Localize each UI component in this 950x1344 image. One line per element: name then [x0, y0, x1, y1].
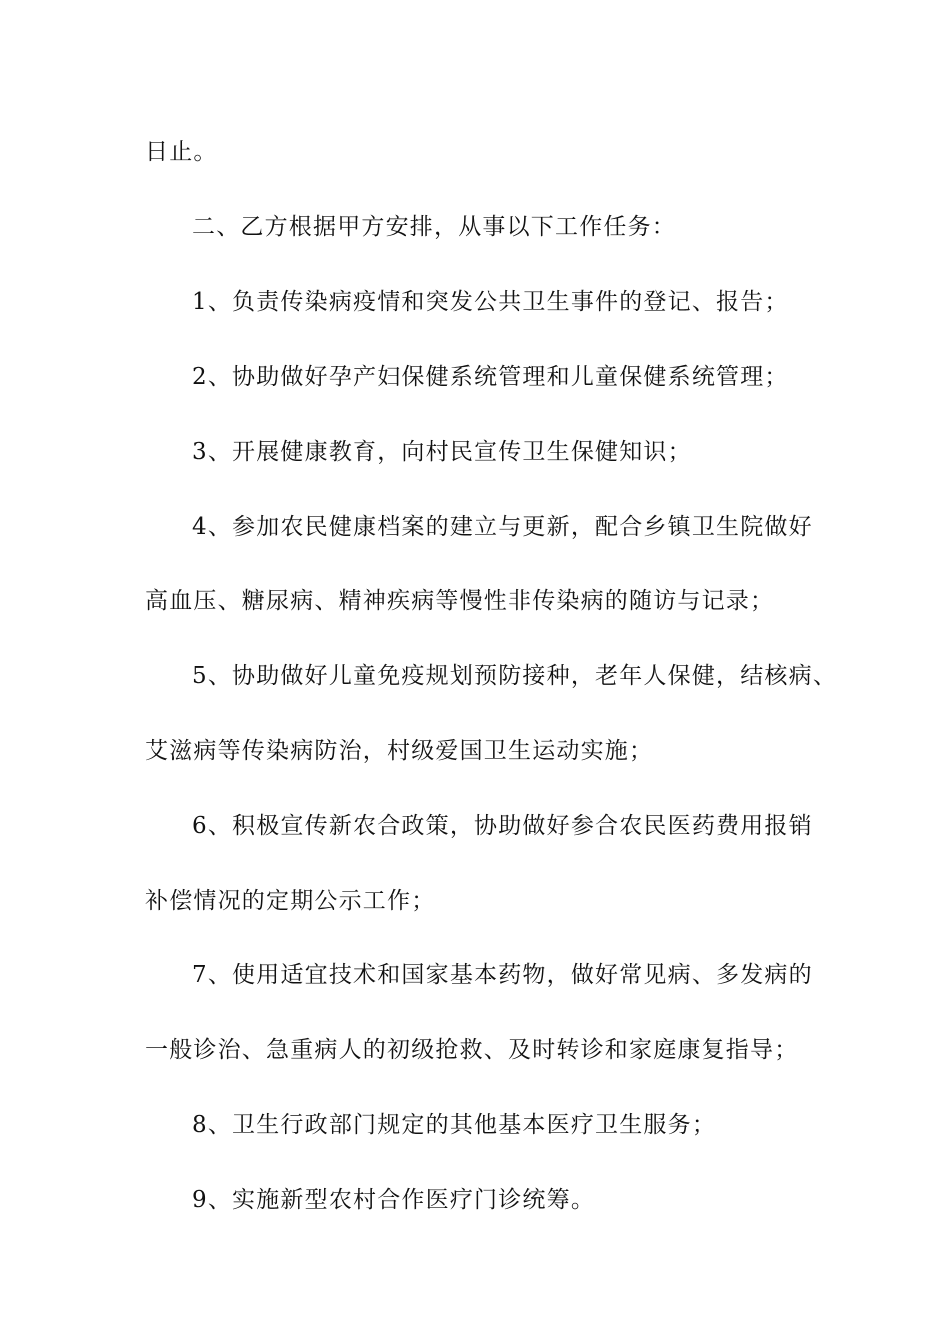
task-item-2: 2、协助做好孕产妇保健系统管理和儿童保健系统管理； — [192, 364, 789, 390]
section-heading-two: 二、乙方根据甲方安排，从事以下工作任务： — [192, 214, 676, 240]
task-item-6-line-1: 6、积极宣传新农合政策，协助做好参合农民医药费用报销 — [192, 813, 813, 839]
task-item-7-line-2: 一般诊治、急重病人的初级抢救、及时转诊和家庭康复指导； — [145, 1037, 799, 1063]
task-item-9: 9、实施新型农村合作医疗门诊统筹。 — [192, 1187, 596, 1213]
task-item-8: 8、卫生行政部门规定的其他基本医疗卫生服务； — [192, 1112, 717, 1138]
task-item-5-line-1: 5、协助做好儿童免疫规划预防接种，老年人保健，结核病、 — [192, 663, 838, 689]
task-item-4-line-1: 4、参加农民健康档案的建立与更新，配合乡镇卫生院做好 — [192, 514, 813, 540]
paragraph-continuation-line: 日止。 — [145, 139, 218, 165]
task-item-4-line-2: 高血压、糖尿病、精神疾病等慢性非传染病的随访与记录； — [145, 588, 775, 614]
task-item-6-line-2: 补偿情况的定期公示工作； — [145, 888, 436, 914]
task-item-7-line-1: 7、使用适宜技术和国家基本药物，做好常见病、多发病的 — [192, 962, 813, 988]
task-item-1: 1、负责传染病疫情和突发公共卫生事件的登记、报告； — [192, 289, 789, 315]
task-item-5-line-2: 艾滋病等传染病防治，村级爱国卫生运动实施； — [145, 738, 654, 764]
task-item-3: 3、开展健康教育，向村民宣传卫生保健知识； — [192, 439, 692, 465]
